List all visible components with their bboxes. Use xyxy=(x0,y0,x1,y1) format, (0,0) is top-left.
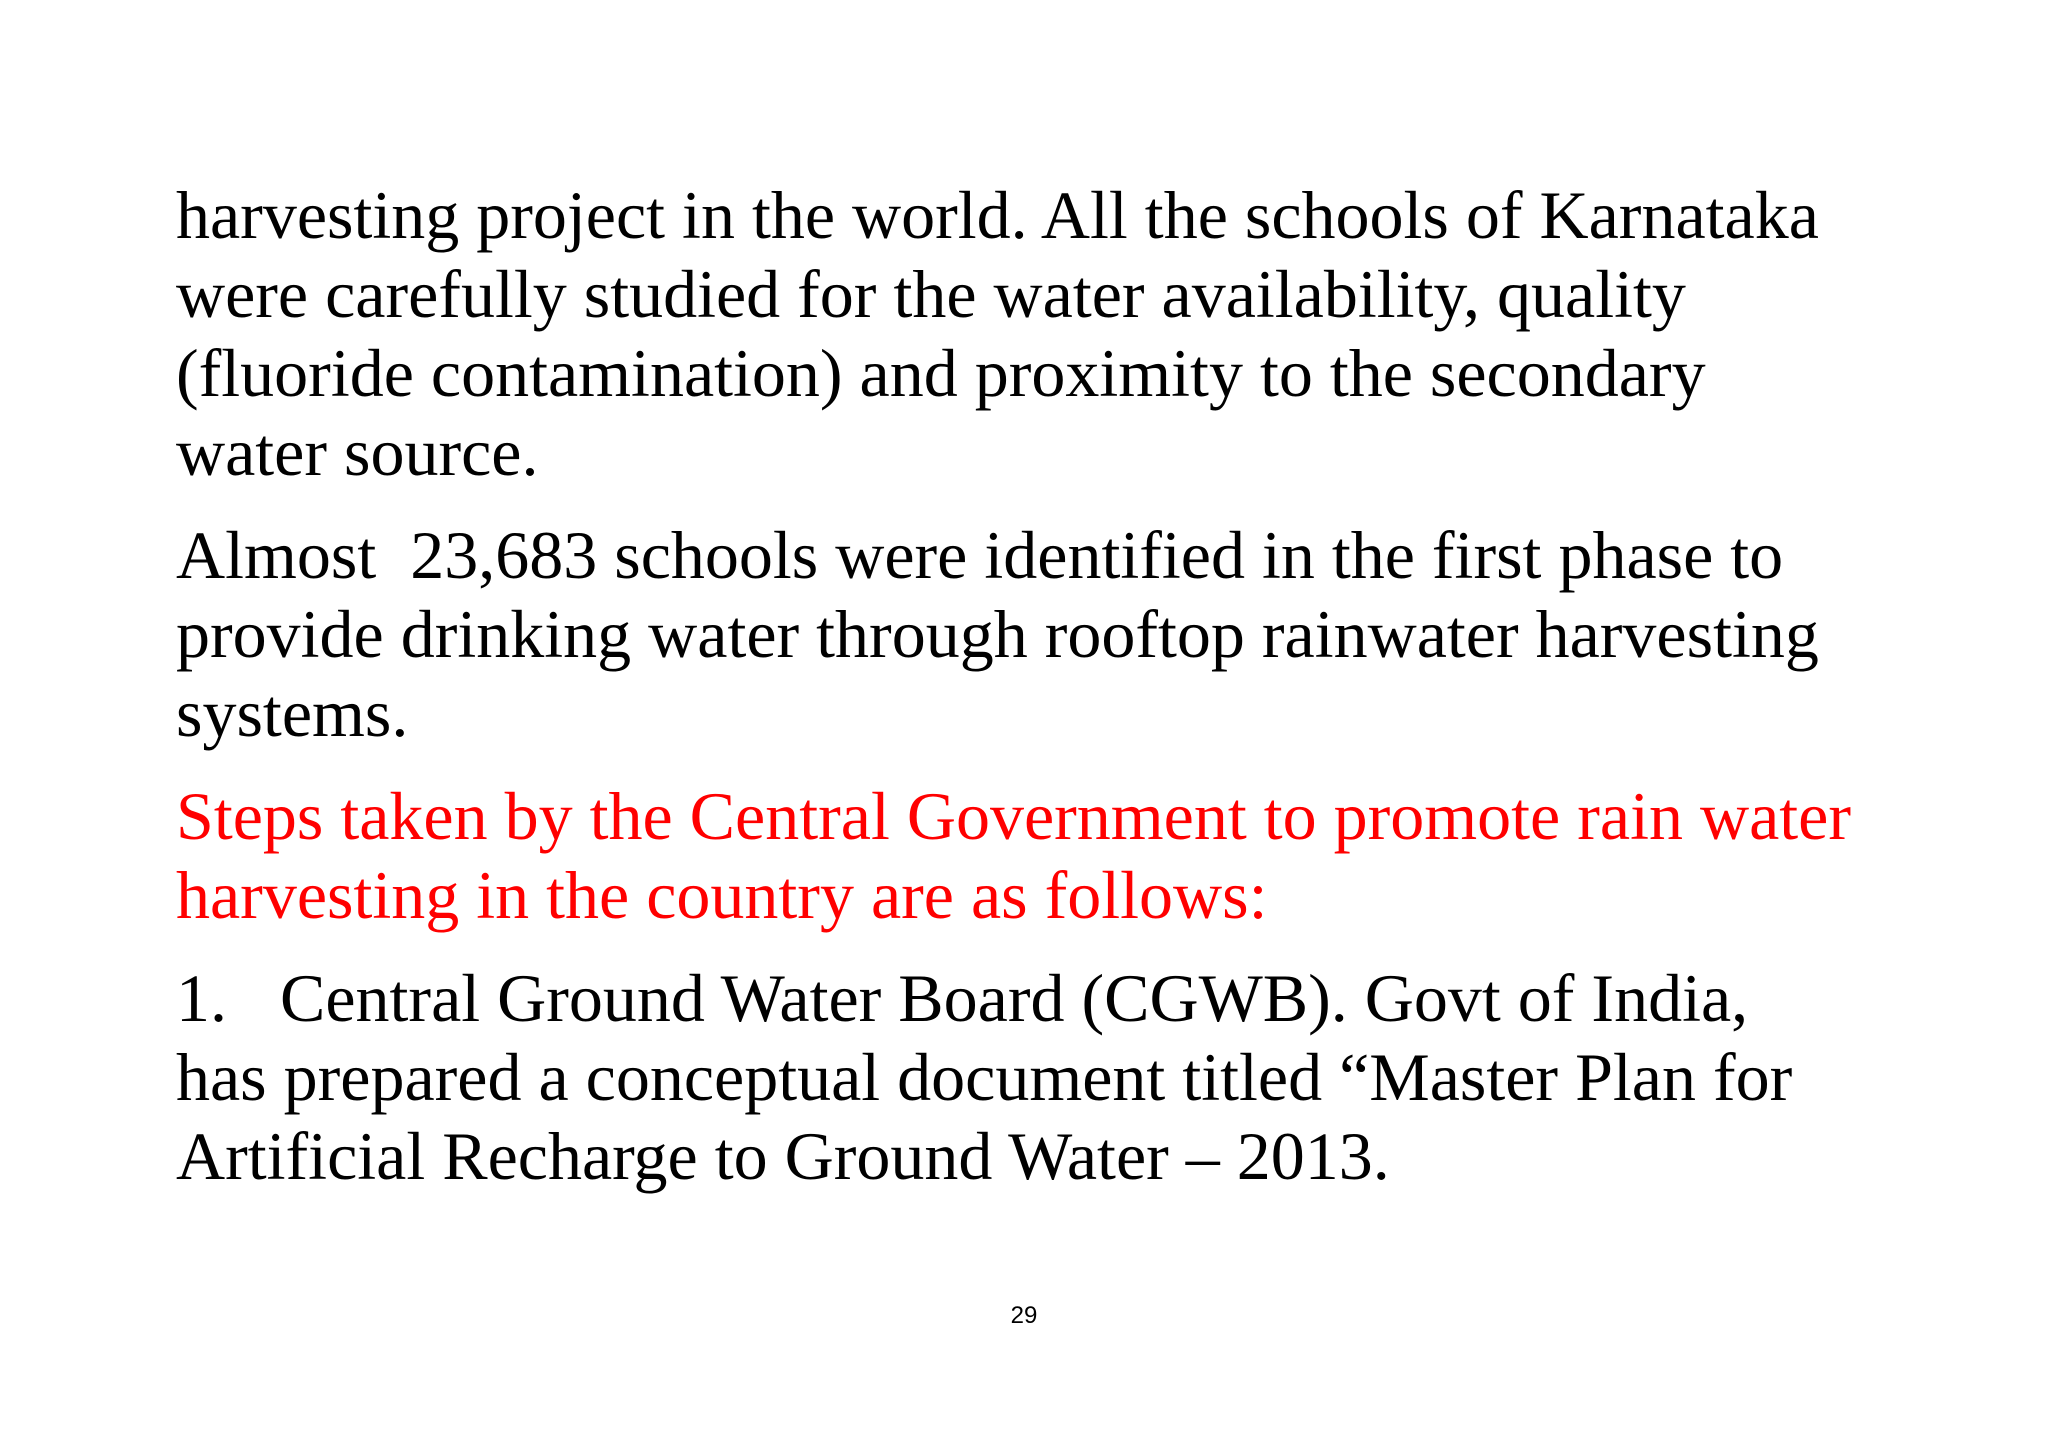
text-line: Almost 23,683 schools were identified in the first phase to xyxy=(176,517,1784,593)
text-line: Artificial Recharge to Ground Water – 2013. xyxy=(176,1118,1390,1194)
heading-line: Steps taken by the Central Government to promote rain water xyxy=(176,778,1851,854)
text-line: provide drinking water through rooftop rainwater harvesting xyxy=(176,596,1819,672)
text-line: harvesting project in the world. All the schools of Karnataka xyxy=(176,177,1819,253)
list-item-cgwb xyxy=(176,959,1936,1196)
section-heading-central-government-steps xyxy=(176,777,1936,935)
text-line xyxy=(176,959,1936,1038)
page-number: 29 xyxy=(1010,1302,1038,1329)
text-line: systems. xyxy=(176,675,409,751)
list-item-text: Central Ground Water Board (CGWB). Govt of India, xyxy=(280,960,1749,1036)
text-line: water source. xyxy=(176,414,539,490)
paragraph-school-study xyxy=(176,176,1936,492)
heading-line: harvesting in the country are as follows: xyxy=(176,857,1268,933)
list-number: 1. xyxy=(176,960,227,1036)
text-line: has prepared a conceptual document titled “Master Plan for xyxy=(176,1039,1793,1115)
text-line: (fluoride contamination) and proximity to the secondary xyxy=(176,335,1706,411)
page-body xyxy=(176,176,1936,1196)
text-line: were carefully studied for the water availability, quality xyxy=(176,256,1686,332)
paragraph-schools-identified xyxy=(176,516,1936,753)
